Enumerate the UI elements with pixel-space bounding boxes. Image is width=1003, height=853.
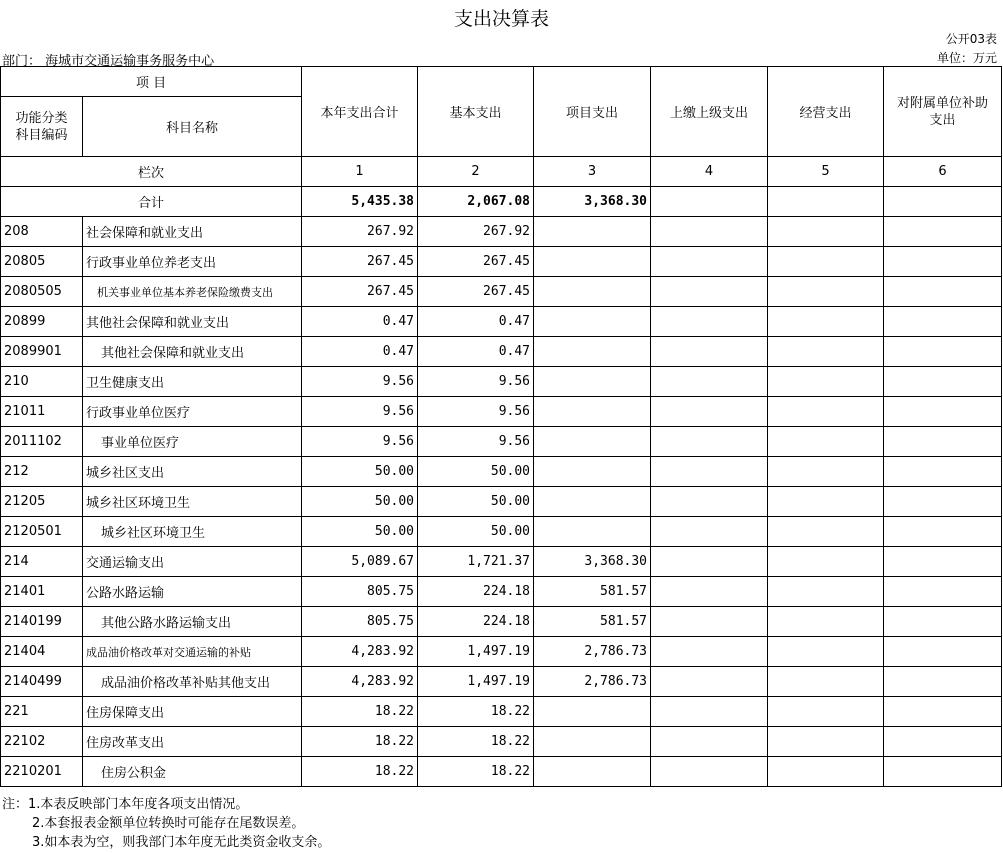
row-value-4 <box>651 457 768 487</box>
header-col-4: 上缴上级支出 <box>651 67 768 157</box>
table-row <box>1 757 1002 787</box>
row-name: 机关事业单位基本养老保险缴费支出 <box>83 277 302 307</box>
row-value-3: 581.57 <box>534 577 651 607</box>
note-2: 2.本套报表金额单位转换时可能存在尾数误差。 <box>32 816 305 831</box>
row-value-5 <box>768 547 884 577</box>
row-value-6 <box>884 577 1002 607</box>
row-num-2: 2 <box>418 157 534 187</box>
row-value-4 <box>651 517 768 547</box>
row-num-3: 3 <box>534 157 651 187</box>
row-value-3: 2,786.73 <box>534 637 651 667</box>
row-value-3: 3,368.30 <box>534 547 651 577</box>
row-value-5 <box>768 337 884 367</box>
row-value-6 <box>884 697 1002 727</box>
header-col-6-line1: 对附属单位补助 <box>897 95 989 111</box>
row-value-3 <box>534 397 651 427</box>
header-col-1: 本年支出合计 <box>302 67 418 157</box>
row-value-5 <box>768 277 884 307</box>
row-name: 其他社会保障和就业支出 <box>83 337 302 367</box>
row-value-2: 50.00 <box>418 517 534 547</box>
row-name: 成品油价格改革对交通运输的补贴 <box>83 637 302 667</box>
row-value-3: 581.57 <box>534 607 651 637</box>
header-item: 项 目 <box>1 67 302 97</box>
row-name: 城乡社区环境卫生 <box>83 487 302 517</box>
row-code: 21205 <box>1 487 83 517</box>
total-value-1: 5,435.38 <box>302 187 418 217</box>
table-code: 公开03表 <box>945 32 997 46</box>
header-func-code-line1: 功能分类 <box>15 110 68 126</box>
row-code: 221 <box>1 697 83 727</box>
row-num-1: 1 <box>302 157 418 187</box>
row-value-2: 1,497.19 <box>418 637 534 667</box>
row-value-3 <box>534 697 651 727</box>
department-label: 部门： 海城市交通运输事务服务中心 <box>2 54 215 69</box>
row-code: 2120501 <box>1 517 83 547</box>
row-value-4 <box>651 637 768 667</box>
row-value-1: 4,283.92 <box>302 667 418 697</box>
total-value-3: 3,368.30 <box>534 187 651 217</box>
total-row <box>1 187 1002 217</box>
table-row <box>1 667 1002 697</box>
row-code: 2210201 <box>1 757 83 787</box>
row-name: 其他公路水路运输支出 <box>83 607 302 637</box>
row-value-2: 267.45 <box>418 247 534 277</box>
row-code: 20805 <box>1 247 83 277</box>
row-value-4 <box>651 667 768 697</box>
table-row <box>1 487 1002 517</box>
row-value-4 <box>651 217 768 247</box>
row-value-3 <box>534 337 651 367</box>
row-value-2: 1,497.19 <box>418 667 534 697</box>
row-value-2: 267.45 <box>418 277 534 307</box>
row-value-3: 2,786.73 <box>534 667 651 697</box>
row-value-3 <box>534 307 651 337</box>
row-value-6 <box>884 337 1002 367</box>
row-value-4 <box>651 577 768 607</box>
row-name: 行政事业单位医疗 <box>83 397 302 427</box>
unit-label: 单位：万元 <box>936 51 997 65</box>
header-col-2: 基本支出 <box>418 67 534 157</box>
table-row <box>1 367 1002 397</box>
header-subject-name: 科目名称 <box>83 97 302 157</box>
row-value-5 <box>768 397 884 427</box>
row-value-6 <box>884 247 1002 277</box>
row-name: 事业单位医疗 <box>83 427 302 457</box>
row-value-3 <box>534 757 651 787</box>
table-row <box>1 697 1002 727</box>
row-value-4 <box>651 547 768 577</box>
table-row <box>1 397 1002 427</box>
row-value-1: 267.45 <box>302 247 418 277</box>
row-value-5 <box>768 607 884 637</box>
header-col-3: 项目支出 <box>534 67 651 157</box>
page-title: 支出决算表 <box>453 8 549 30</box>
row-code: 212 <box>1 457 83 487</box>
table-row <box>1 277 1002 307</box>
table-row <box>1 307 1002 337</box>
row-code: 214 <box>1 547 83 577</box>
row-value-6 <box>884 637 1002 667</box>
row-value-6 <box>884 307 1002 337</box>
row-value-5 <box>768 577 884 607</box>
row-value-4 <box>651 727 768 757</box>
row-code: 21401 <box>1 577 83 607</box>
row-value-1: 4,283.92 <box>302 637 418 667</box>
row-value-4 <box>651 427 768 457</box>
row-code: 208 <box>1 217 83 247</box>
row-code: 2080505 <box>1 277 83 307</box>
table-row <box>1 727 1002 757</box>
table-row <box>1 577 1002 607</box>
row-name: 社会保障和就业支出 <box>83 217 302 247</box>
row-num-4: 4 <box>651 157 768 187</box>
row-value-2: 0.47 <box>418 337 534 367</box>
row-value-2: 224.18 <box>418 607 534 637</box>
row-value-3 <box>534 217 651 247</box>
row-value-6 <box>884 427 1002 457</box>
row-value-1: 9.56 <box>302 367 418 397</box>
table-row <box>1 337 1002 367</box>
row-value-5 <box>768 307 884 337</box>
row-value-5 <box>768 247 884 277</box>
row-value-2: 18.22 <box>418 727 534 757</box>
row-value-4 <box>651 277 768 307</box>
notes <box>2 795 330 852</box>
row-value-2: 50.00 <box>418 457 534 487</box>
row-name: 其他社会保障和就业支出 <box>83 307 302 337</box>
row-value-6 <box>884 487 1002 517</box>
row-value-5 <box>768 517 884 547</box>
row-value-4 <box>651 397 768 427</box>
row-num-5: 5 <box>768 157 884 187</box>
row-value-2: 9.56 <box>418 397 534 427</box>
note-3: 3.如本表为空，则我部门本年度无此类资金收支余。 <box>32 835 331 850</box>
row-value-2: 18.22 <box>418 757 534 787</box>
row-code: 2089901 <box>1 337 83 367</box>
row-code: 21011 <box>1 397 83 427</box>
row-value-4 <box>651 757 768 787</box>
row-value-4 <box>651 487 768 517</box>
row-value-2: 50.00 <box>418 487 534 517</box>
table-row <box>1 547 1002 577</box>
row-value-1: 267.45 <box>302 277 418 307</box>
row-value-3 <box>534 277 651 307</box>
row-value-5 <box>768 757 884 787</box>
row-name: 行政事业单位养老支出 <box>83 247 302 277</box>
row-value-6 <box>884 727 1002 757</box>
row-value-3 <box>534 367 651 397</box>
row-value-4 <box>651 247 768 277</box>
row-value-1: 50.00 <box>302 457 418 487</box>
row-value-1: 267.92 <box>302 217 418 247</box>
row-name: 交通运输支出 <box>83 547 302 577</box>
row-value-2: 9.56 <box>418 427 534 457</box>
row-value-3 <box>534 247 651 277</box>
row-name: 成品油价格改革补贴其他支出 <box>83 667 302 697</box>
row-name: 公路水路运输 <box>83 577 302 607</box>
row-value-6 <box>884 607 1002 637</box>
row-value-4 <box>651 337 768 367</box>
row-value-5 <box>768 487 884 517</box>
row-value-5 <box>768 457 884 487</box>
total-value-4 <box>651 187 768 217</box>
row-code: 2140499 <box>1 667 83 697</box>
row-value-1: 805.75 <box>302 607 418 637</box>
row-value-2: 1,721.37 <box>418 547 534 577</box>
table-row <box>1 217 1002 247</box>
table-row <box>1 457 1002 487</box>
row-name: 卫生健康支出 <box>83 367 302 397</box>
total-label: 合计 <box>1 187 302 217</box>
row-name: 城乡社区支出 <box>83 457 302 487</box>
row-value-6 <box>884 367 1002 397</box>
row-value-2: 9.56 <box>418 367 534 397</box>
row-value-5 <box>768 637 884 667</box>
header-col-6 <box>884 67 1002 157</box>
row-code: 22102 <box>1 727 83 757</box>
header-func-code-line2: 科目编码 <box>15 127 68 143</box>
row-name: 住房改革支出 <box>83 727 302 757</box>
row-num-6: 6 <box>884 157 1002 187</box>
row-value-6 <box>884 397 1002 427</box>
row-value-5 <box>768 217 884 247</box>
row-value-1: 0.47 <box>302 307 418 337</box>
row-value-1: 0.47 <box>302 337 418 367</box>
row-value-1: 18.22 <box>302 697 418 727</box>
row-value-3 <box>534 427 651 457</box>
row-value-3 <box>534 457 651 487</box>
row-value-1: 9.56 <box>302 397 418 427</box>
total-value-6 <box>884 187 1002 217</box>
row-value-4 <box>651 607 768 637</box>
row-value-6 <box>884 517 1002 547</box>
row-name: 住房公积金 <box>83 757 302 787</box>
row-name: 住房保障支出 <box>83 697 302 727</box>
row-value-2: 267.92 <box>418 217 534 247</box>
row-value-5 <box>768 697 884 727</box>
row-value-3 <box>534 727 651 757</box>
row-value-1: 50.00 <box>302 487 418 517</box>
row-value-4 <box>651 367 768 397</box>
row-value-1: 9.56 <box>302 427 418 457</box>
row-value-5 <box>768 667 884 697</box>
table-row <box>1 607 1002 637</box>
header-col-6-line2: 支出 <box>929 112 956 128</box>
table-row <box>1 427 1002 457</box>
row-value-4 <box>651 697 768 727</box>
row-value-6 <box>884 217 1002 247</box>
row-label: 栏次 <box>1 157 302 187</box>
table-row <box>1 637 1002 667</box>
row-value-5 <box>768 427 884 457</box>
row-value-4 <box>651 307 768 337</box>
row-code: 2011102 <box>1 427 83 457</box>
row-value-3 <box>534 487 651 517</box>
table-row <box>1 247 1002 277</box>
total-value-2: 2,067.08 <box>418 187 534 217</box>
row-code: 210 <box>1 367 83 397</box>
row-value-2: 0.47 <box>418 307 534 337</box>
row-code: 21404 <box>1 637 83 667</box>
row-name: 城乡社区环境卫生 <box>83 517 302 547</box>
table-row <box>1 517 1002 547</box>
row-code: 20899 <box>1 307 83 337</box>
row-value-2: 224.18 <box>418 577 534 607</box>
row-value-6 <box>884 547 1002 577</box>
note-1: 注：1.本表反映部门本年度各项支出情况。 <box>2 797 249 812</box>
row-value-1: 18.22 <box>302 757 418 787</box>
row-value-1: 50.00 <box>302 517 418 547</box>
row-value-1: 5,089.67 <box>302 547 418 577</box>
row-value-2: 18.22 <box>418 697 534 727</box>
row-value-5 <box>768 367 884 397</box>
row-value-3 <box>534 517 651 547</box>
row-value-6 <box>884 757 1002 787</box>
row-code: 2140199 <box>1 607 83 637</box>
row-value-6 <box>884 457 1002 487</box>
row-value-5 <box>768 727 884 757</box>
row-value-6 <box>884 667 1002 697</box>
header-func-code <box>1 97 83 157</box>
row-value-1: 18.22 <box>302 727 418 757</box>
row-value-6 <box>884 277 1002 307</box>
expenditure-table <box>0 66 1002 787</box>
header-col-5: 经营支出 <box>768 67 884 157</box>
total-value-5 <box>768 187 884 217</box>
row-value-1: 805.75 <box>302 577 418 607</box>
